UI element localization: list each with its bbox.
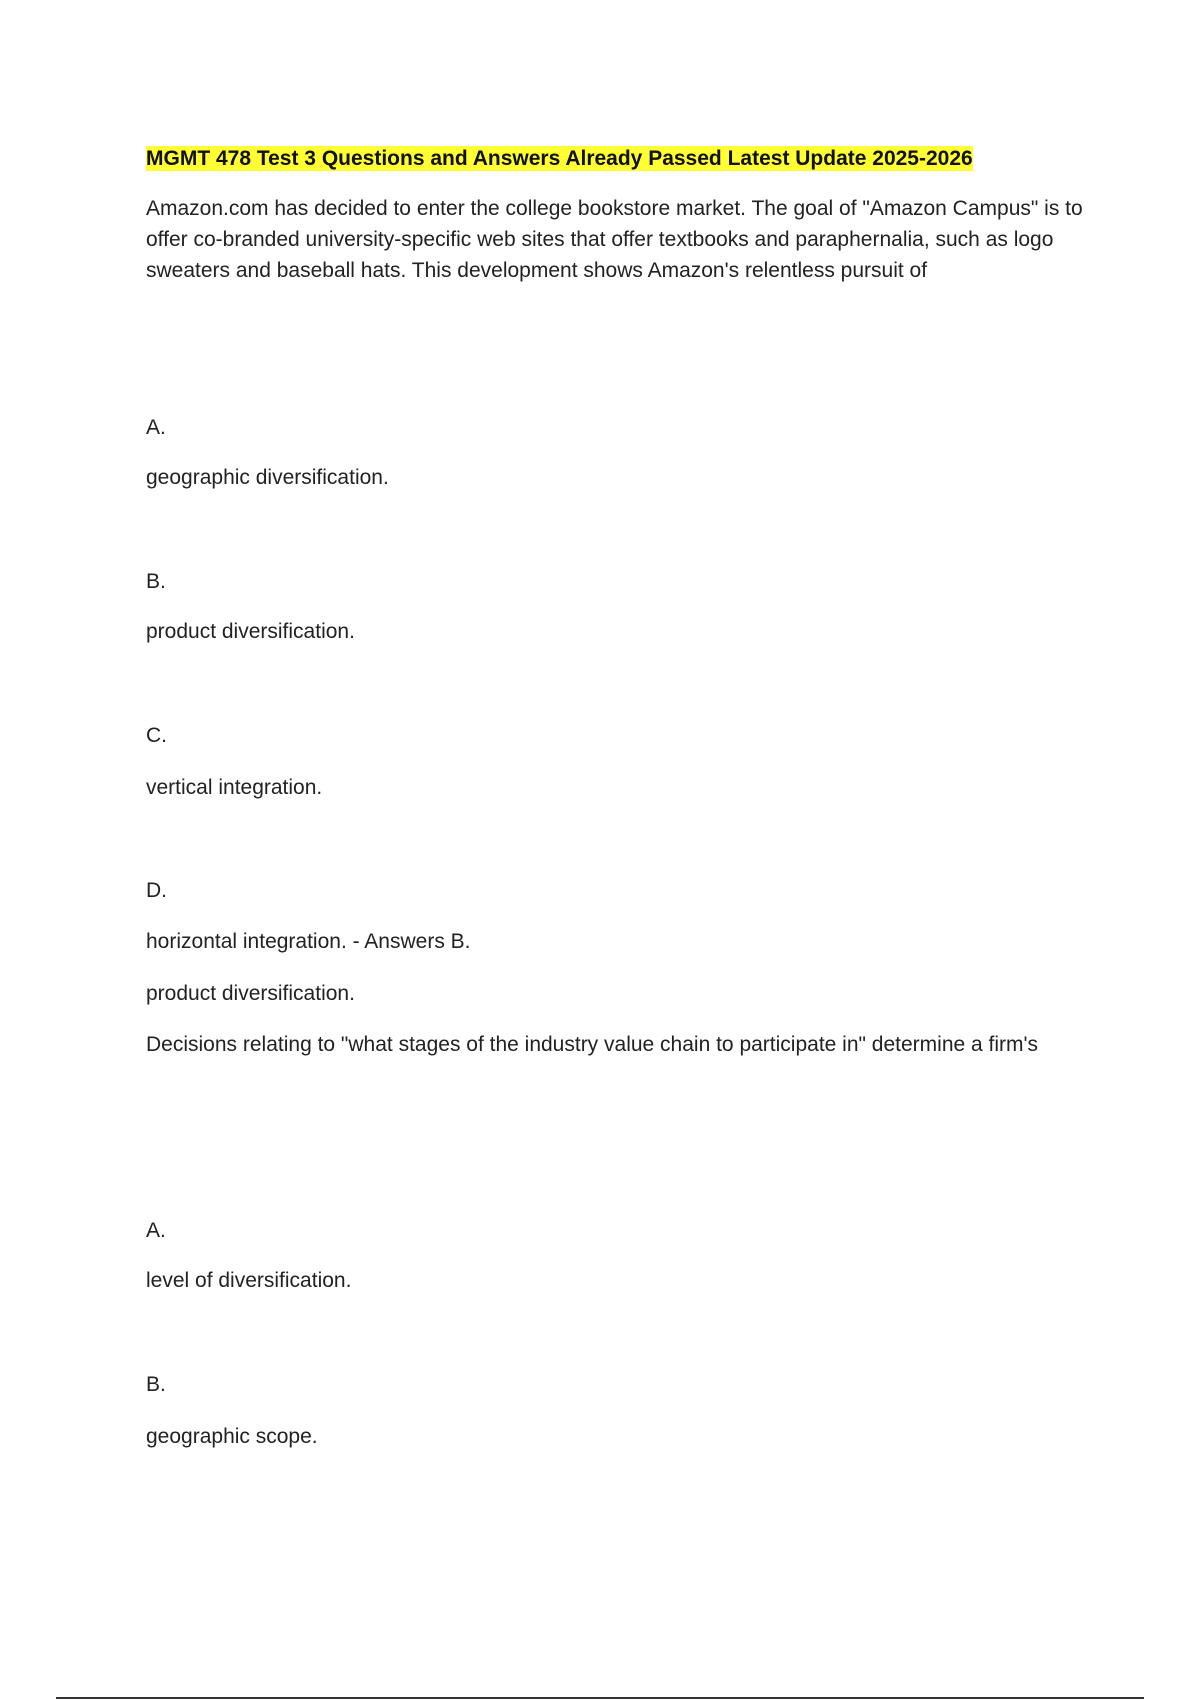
question-1-option-a-label: A. xyxy=(146,416,166,439)
question-2-text: Decisions relating to "what stages of the industry value chain to participate in" determine a firm's xyxy=(146,1033,1039,1056)
question-1-option-b-text: product diversification. xyxy=(146,620,355,643)
question-2-option-b-label: B. xyxy=(146,1373,166,1396)
question-1-text: Amazon.com has decided to enter the college bookstore market. The goal of "Amazon Campus" is to offer co-branded university-specific web sites that offer textbooks and paraphernalia, such as logo sweaters and baseball hats. This development shows Amazon's relentless pursuit of xyxy=(146,197,1083,282)
question-1-option-c-label: C. xyxy=(146,724,167,747)
question-2-option-b-text: geographic scope. xyxy=(146,1425,318,1448)
question-2-option-a-text: level of diversification. xyxy=(146,1269,352,1292)
question-1-option-b-label: B. xyxy=(146,570,166,593)
question-2-option-a-label: A. xyxy=(146,1219,166,1242)
title-highlight: MGMT 478 Test 3 Questions and Answers Already Passed Latest Update 2025-2026 xyxy=(146,147,973,170)
question-1-option-a-text: geographic diversification. xyxy=(146,466,389,489)
question-1-answer-text: product diversification. xyxy=(146,982,355,1005)
document-title xyxy=(146,143,1092,174)
question-1-option-c-text: vertical integration. xyxy=(146,776,323,799)
question-1-option-d-text: horizontal integration. - Answers B. xyxy=(146,930,471,953)
question-1-option-d-label: D. xyxy=(146,879,167,902)
page-bottom-rule xyxy=(56,1697,1144,1699)
